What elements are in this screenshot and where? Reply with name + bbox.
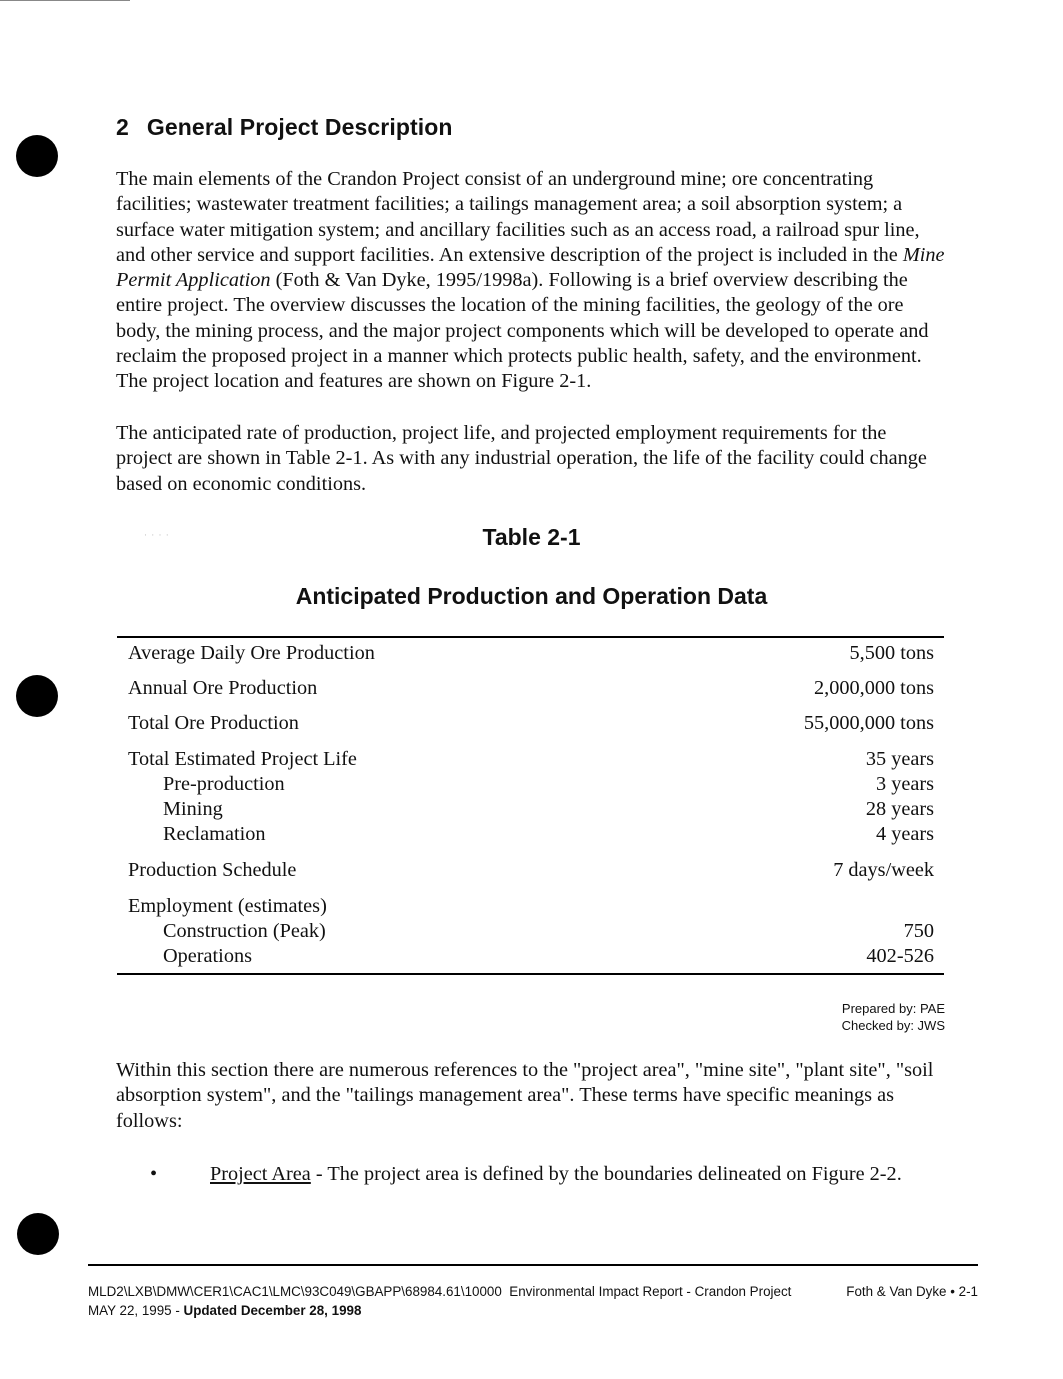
section-number: 2 (116, 114, 129, 140)
intro-text-italic: Mine Permit Application (116, 243, 945, 292)
row-label: Employment (estimates) (128, 895, 327, 917)
row-label: Average Daily Ore Production (128, 642, 375, 664)
table-number: Table 2-1 (482, 524, 581, 550)
row-value: 55,000,000 tons (803, 712, 934, 734)
table-row (128, 675, 934, 701)
row-value: 28 years (865, 798, 934, 820)
table-row (128, 710, 934, 736)
row-label: Construction (Peak) (163, 920, 326, 942)
production-paragraph: The anticipated rate of production, project life, and projected employment requirements for the project are shown in Table 2-1. As with any industrial operation, the life of the facility could change based on economic conditions. (116, 422, 927, 495)
intro-text-part2: (Foth & Van Dyke, 1995/1998a). Following is a brief overview describing the entire project. The overview discusses the location of the mining facilities, the geology of the ore body, the mining process, and the major project components which will be developed to operate and reclaim the proposed project in a manner which protects public health, safety, and the environment. The project location and features are shown on Figure 2-1. (116, 269, 929, 393)
footer-updated: Updated December 28, 1998 (183, 1303, 362, 1318)
bullet-term: Project Area (210, 1163, 311, 1185)
row-label: Total Estimated Project Life (128, 748, 357, 770)
footer-file-path: MLD2\LXB\DMW\CER1\CAC1\LMC\93C049\GBAPP\68984.61\10000 (88, 1284, 502, 1299)
table-signoff (842, 1000, 945, 1034)
table-row (128, 918, 934, 944)
footer-path-line (88, 1283, 791, 1301)
section-heading (116, 114, 453, 141)
checked-by: Checked by: JWS (841, 1018, 945, 1033)
bullet-definition: - The project area is defined by the boundaries delineated on Figure 2-2. (310, 1163, 902, 1185)
table-row (128, 857, 934, 883)
row-value: 402-526 (866, 945, 934, 967)
table-row (128, 893, 934, 919)
footer-report-title: Environmental Impact Report - Crandon Project (509, 1284, 792, 1299)
intro-text-part1: The main elements of the Crandon Project consist of an underground mine; ore concentrating facilities; wastewater treatment facilities; a tailings management area; a soil absorption system; a surface water mitigation system; and ancillary facilities such as an access road, a railroad spur line, and other service and support facilities. An extensive description of the project is included in the (116, 168, 920, 266)
table-row (128, 796, 934, 822)
row-value: 2,000,000 tons (813, 677, 934, 699)
intro-paragraph (116, 167, 946, 395)
row-label: Operations (163, 945, 252, 967)
row-label: Total Ore Production (128, 712, 299, 734)
table-row (128, 821, 934, 847)
table-row (128, 640, 934, 666)
bullet-icon: • (150, 1163, 158, 1185)
row-value: 5,500 tons (849, 642, 934, 664)
row-value: 3 years (875, 773, 934, 795)
table-title: Anticipated Production and Operation Data (295, 583, 768, 609)
row-value: 750 (903, 920, 934, 942)
terms-paragraph: Within this section there are numerous references to the "project area", "mine site", "plant site", "soil absorption system", and the "tailings management area". These terms have specific meanings as follows: (116, 1059, 934, 1132)
table-row (128, 771, 934, 797)
row-value: 4 years (875, 823, 934, 845)
row-label: Annual Ore Production (128, 677, 318, 699)
binder-hole-bottom (17, 1213, 59, 1255)
table-bottom-rule (117, 973, 944, 975)
binder-hole-top (16, 135, 58, 177)
bullet-text (210, 1161, 902, 1187)
row-label: Mining (163, 798, 223, 820)
scan-edge-line (0, 0, 130, 1)
table-top-rule (117, 636, 944, 638)
footer-page-number: Foth & Van Dyke • 2-1 (846, 1284, 978, 1299)
binder-hole-middle (16, 675, 58, 717)
row-label: Reclamation (163, 823, 266, 845)
table-row (128, 746, 934, 772)
row-label: Pre-production (163, 773, 285, 795)
row-value: 7 days/week (833, 859, 934, 881)
section-title: General Project Description (146, 114, 453, 140)
footer-date-line (88, 1302, 361, 1320)
footer-date: MAY 22, 1995 - (88, 1303, 184, 1318)
prepared-by: Prepared by: PAE (841, 1001, 945, 1016)
scan-speck: · · · · (144, 530, 170, 540)
table-row (128, 943, 934, 969)
row-value: 35 years (865, 748, 934, 770)
row-label: Production Schedule (128, 859, 297, 881)
footer-rule (88, 1264, 978, 1266)
